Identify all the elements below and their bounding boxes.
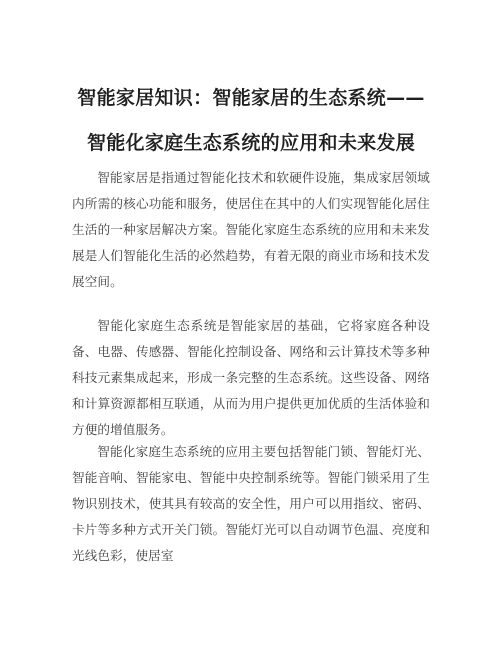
document-title: 智能家居知识：智能家居的生态系统——智能化家庭生态系统的应用和未来发展 <box>77 87 425 154</box>
paragraph-ecosystem-applications: 智能化家庭生态系统的应用主要包括智能门锁、智能灯光、智能音响、智能家电、智能中央控制系统等。智能门锁采用了生物识别技术，使其具有较高的安全性，用户可以用指纹、密码、卡片等多种方式开关门锁。智能灯光可以自动调节色温、亮度和光线色彩，使居室 <box>72 444 430 563</box>
paragraph-introduction: 智能家居是指通过智能化技术和软硬件设施，集成家居领域内所需的核心功能和服务，使居住在其中的人们实现智能化居住生活的一种家居解决方案。智能化家庭生态系统的应用和未来发展是人们智能化生活的必然趋势，有着无限的商业市场和技术发展空间。 <box>72 170 430 289</box>
paragraph-ecosystem-foundation: 智能化家庭生态系统是智能家居的基础，它将家庭各种设备、电器、传感器、智能化控制设备、网络和云计算技术等多种科技元素集成起来，形成一条完整的生态系统。这些设备、网络和计算资源都相互联通，从而为用户提供更加优质的生活体验和方便的增值服务。 <box>72 318 430 437</box>
